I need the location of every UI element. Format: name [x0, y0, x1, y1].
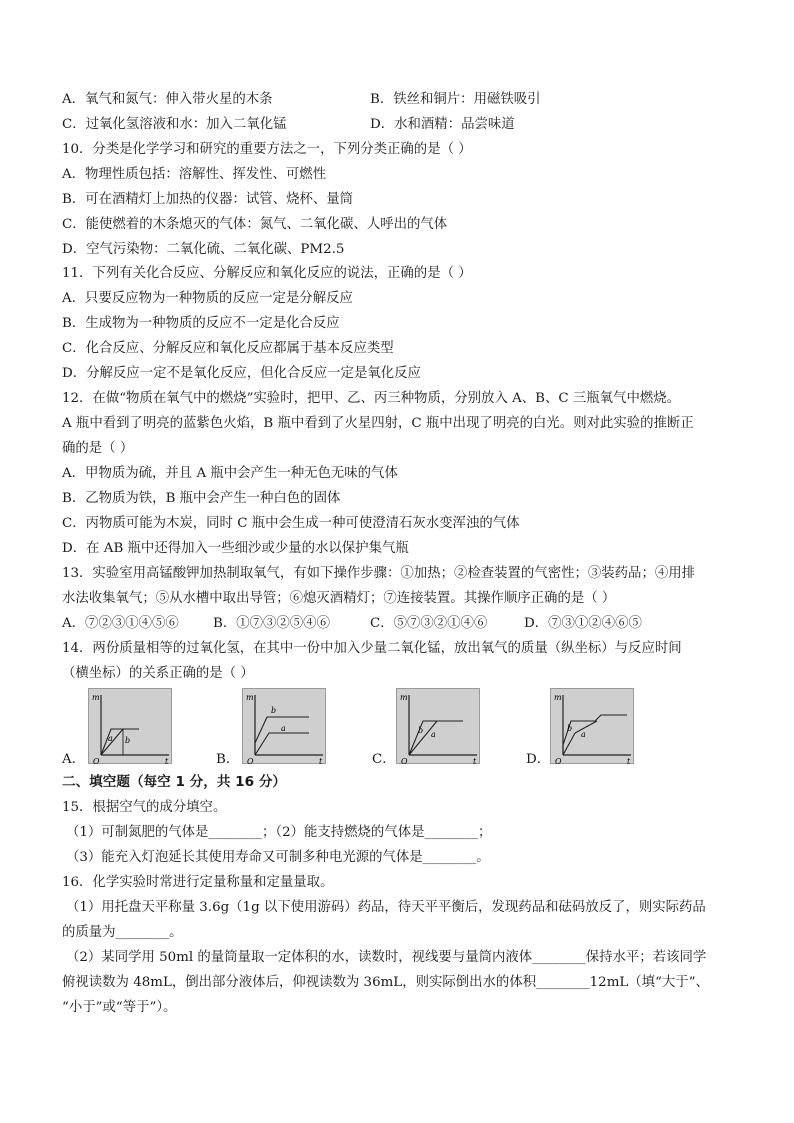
q14-graph-d-axis-t: t — [627, 757, 631, 765]
q14-option-b-label: B． — [216, 752, 240, 767]
q9-option-d: D．水和酒精：品尝味道 — [370, 117, 515, 132]
q10-option-d: D．空气污染物：二氧化硫、二氧化碳、PM2.5 — [62, 242, 345, 257]
q12-option-c: C．丙物质可能为木炭，同时 C 瓶中会生成一种可使澄清石灰水变浑浊的气体 — [62, 516, 520, 531]
q10-option-a: A．物理性质包括：溶解性、挥发性、可燃性 — [62, 167, 327, 182]
q13-option-a: A．⑦②③①④⑤⑥ — [62, 616, 179, 631]
q13-stem-line1: 13．实验室用高锰酸钾加热制取氧气，有如下操作步骤：①加热；②检查装置的气密性；③装药品；④用排 — [62, 566, 696, 581]
section-2-heading: 二、填空题（每空 1 分，共 16 分） — [62, 774, 287, 790]
q9-option-b: B．铁丝和铜片：用磁铁吸引 — [370, 92, 541, 107]
q14-graph-c-axis-m: m — [400, 693, 408, 702]
q15-line1: （1）可制氮肥的气体是________；（2）能支持燃烧的气体是________； — [66, 825, 492, 840]
q14-graph-b-origin: O — [247, 757, 254, 765]
q13-option-c: C．⑤⑦③②①④⑥ — [370, 616, 488, 631]
q14-graph-a — [88, 688, 172, 764]
q14-graph-b-curve-a: a — [281, 724, 286, 733]
q14-graph-b-curve-b: b — [271, 706, 277, 715]
q11-stem: 11．下列有关化合反应、分解反应和氧化反应的说法，正确的是（ ） — [62, 266, 472, 281]
q14-graph-d-curve-a: a — [581, 730, 586, 739]
q13-stem-line2: 水法收集氧气；⑤从水槽中取出导管；⑥熄灭酒精灯；⑦连接装置。其操作顺序正确的是（ ） — [62, 591, 616, 606]
q11-option-c: C．化合反应、分解反应和氧化反应都属于基本反应类型 — [62, 341, 394, 356]
q14-stem-line1: 14．两份质量相等的过氧化氢，在其中一份中加入少量二氧化锰，放出氧气的质量（纵坐标）与反应时间 — [62, 641, 682, 656]
q14-graph-b-axis-t: t — [319, 757, 323, 765]
q14-option-a-label: A． — [62, 752, 86, 767]
q10-stem: 10．分类是化学学习和研究的重要方法之一，下列分类正确的是（ ） — [62, 142, 472, 157]
q16-stem: 16．化学实验时常进行定量称量和定量量取。 — [62, 875, 334, 890]
q10-option-c: C．能使燃着的木条熄灭的气体：氮气、二氧化碳、人呼出的气体 — [62, 217, 448, 232]
q13-option-d: D．⑦③①②④⑥⑤ — [524, 616, 642, 631]
q14-graph-a-curve-b: b — [125, 736, 131, 745]
q16-part1-line1: （1）用托盘天平称量 3.6g（1g 以下使用游码）药品，待天平平衡后，发现药品和砝码放反了，则实际药品 — [66, 900, 706, 915]
q14-graph-b-axis-m: m — [246, 693, 254, 702]
q12-stem-line1: 12．在做“物质在氧气中的燃烧”实验时，把甲、乙、丙三种物质，分别放入 A、B、C 三瓶氧气中燃烧。 — [62, 391, 681, 406]
q14-graph-a-curve-a: a — [108, 734, 113, 743]
q16-part2-line1: （2）某同学用 50ml 的量筒量取一定体积的水，读数时，视线要与量筒内液体________保持水平；若该同学 — [66, 950, 707, 965]
q14-graph-c — [396, 688, 480, 764]
q16-part2-line3: “小于”或“等于”）。 — [62, 1000, 177, 1015]
q9-option-a: A．氧气和氮气：伸入带火星的木条 — [62, 92, 273, 107]
q12-option-d: D．在 AB 瓶中还得加入一些细沙或少量的水以保护集气瓶 — [62, 541, 409, 556]
q10-option-b: B．可在酒精灯上加热的仪器：试管、烧杯、量筒 — [62, 192, 354, 207]
q14-graph-d-axis-m: m — [554, 693, 562, 702]
q11-option-a: A．只要反应物为一种物质的反应一定是分解反应 — [62, 291, 353, 306]
q9-option-c: C．过氧化氢溶液和水：加入二氧化锰 — [62, 117, 287, 132]
q14-graph-b — [242, 688, 326, 764]
q15-line2: （3）能充入灯泡延长其使用寿命又可制多种电光源的气体是________。 — [66, 850, 490, 865]
q16-part1-line2: 的质量为________。 — [62, 925, 183, 940]
q12-option-b: B．乙物质为铁，B 瓶中会产生一种白色的固体 — [62, 491, 341, 506]
q14-graph-d-curve-b: b — [567, 724, 573, 733]
q14-option-c-label: C． — [372, 752, 396, 767]
q13-option-b: B．①⑦③②⑤④⑥ — [213, 616, 330, 631]
q14-graph-c-origin: O — [401, 757, 408, 765]
q15-stem: 15．根据空气的成分填空。 — [62, 800, 227, 815]
q14-graph-d-origin: O — [555, 757, 562, 765]
q14-graph-a-axis-t: t — [165, 757, 169, 765]
q14-graph-d — [550, 688, 634, 764]
q14-graph-a-origin: O — [93, 757, 100, 765]
q11-option-d: D．分解反应一定不是氧化反应，但化合反应一定是氧化反应 — [62, 366, 421, 381]
q14-option-d-label: D． — [526, 752, 551, 767]
q16-part2-line2: 俯视读数为 48mL，倒出部分液体后，仰视读数为 36mL，则实际倒出水的体积________12mL（填“大于”、 — [62, 975, 709, 990]
q14-graph-c-axis-t: t — [473, 757, 477, 765]
q14-graph-c-curve-b: b — [418, 726, 424, 735]
q11-option-b: B．生成物为一种物质的反应不一定是化合反应 — [62, 316, 340, 331]
q14-graph-c-curve-a: a — [431, 730, 436, 739]
q14-stem-line2: （横坐标）的关系正确的是（ ） — [62, 666, 254, 681]
q12-stem-line2: A 瓶中看到了明亮的蓝紫色火焰，B 瓶中看到了火星四射，C 瓶中出现了明亮的白光。则对此实验的推断正 — [62, 416, 694, 431]
q14-graph-a-axis-m: m — [92, 693, 100, 702]
q12-stem-line3: 确的是（ ） — [62, 441, 134, 456]
q12-option-a: A．甲物质为硫，并且 A 瓶中会产生一种无色无味的气体 — [62, 466, 398, 481]
